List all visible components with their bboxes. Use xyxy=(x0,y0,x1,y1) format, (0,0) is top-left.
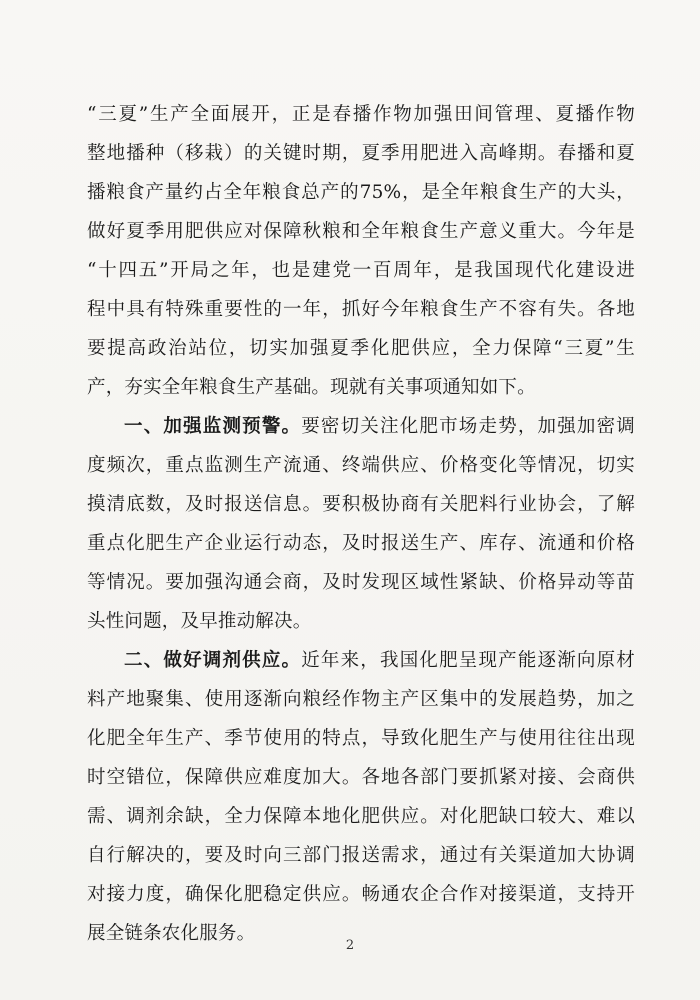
paragraph-line: 等情况。要加强沟通会商，及时发现区域性紧缺、价格异动等苗 xyxy=(87,572,635,593)
section-1-text: 要密切关注化肥市场走势，加强加密调 xyxy=(301,416,635,437)
paragraph-line: 对接力度，确保化肥稳定供应。畅通农企合作对接渠道，支持开 xyxy=(87,884,635,905)
paragraph-line: 头性问题，及早推动解决。 xyxy=(87,611,312,632)
paragraph-line: 自行解决的，要及时向三部门报送需求，通过有关渠道加大协调 xyxy=(87,845,635,866)
paragraph-line: 程中具有特殊重要性的一年，抓好今年粮食生产不容有失。各地 xyxy=(87,299,635,320)
paragraph-line: 料产地聚集、使用逐渐向粮经作物主产区集中的发展趋势，加之 xyxy=(87,689,635,710)
paragraph-line: 时空错位，保障供应难度加大。各地各部门要抓紧对接、会商供 xyxy=(87,767,635,788)
paragraph-line: 需、调剂余缺，全力保障本地化肥供应。对化肥缺口较大、难以 xyxy=(87,806,635,827)
paragraph-line: 度频次，重点监测生产流通、终端供应、价格变化等情况，切实 xyxy=(87,455,635,476)
section-2-text: 近年来，我国化肥呈现产能逐渐向原材 xyxy=(301,650,635,671)
paragraph-line: 展全链条农化服务。 xyxy=(87,923,256,944)
paragraph-line: 化肥全年生产、季节使用的特点，导致化肥生产与使用往往出现 xyxy=(87,728,635,749)
paragraph-line: “三夏”生产全面展开，正是春播作物加强田间管理、夏播作物 xyxy=(87,104,635,125)
document-body xyxy=(87,95,635,953)
page-number: 2 xyxy=(345,938,355,953)
paragraph-line: “十四五”开局之年，也是建党一百周年，是我国现代化建设进 xyxy=(87,260,635,281)
paragraph-line: 产，夯实全年粮食生产基础。现就有关事项通知如下。 xyxy=(87,377,536,398)
section-1-heading: 一、加强监测预警。 xyxy=(124,416,302,437)
paragraph-line: 整地播种（移栽）的关键时期，夏季用肥进入高峰期。春播和夏 xyxy=(87,143,635,164)
paragraph-line: 做好夏季用肥供应对保障秋粮和全年粮食生产意义重大。今年是 xyxy=(87,221,635,242)
paragraph-line: 播粮食产量约占全年粮食总产的75%，是全年粮食生产的大头， xyxy=(87,182,635,203)
section-2-heading: 二、做好调剂供应。 xyxy=(124,650,302,671)
paragraph-line: 重点化肥生产企业运行动态，及时报送生产、库存、流通和价格 xyxy=(87,533,635,554)
section-2-first-line xyxy=(87,641,635,680)
paragraph-line: 摸清底数，及时报送信息。要积极协商有关肥料行业协会，了解 xyxy=(87,494,635,515)
section-1-first-line xyxy=(87,407,635,446)
paragraph-line: 要提高政治站位，切实加强夏季化肥供应，全力保障“三夏”生 xyxy=(87,338,635,359)
